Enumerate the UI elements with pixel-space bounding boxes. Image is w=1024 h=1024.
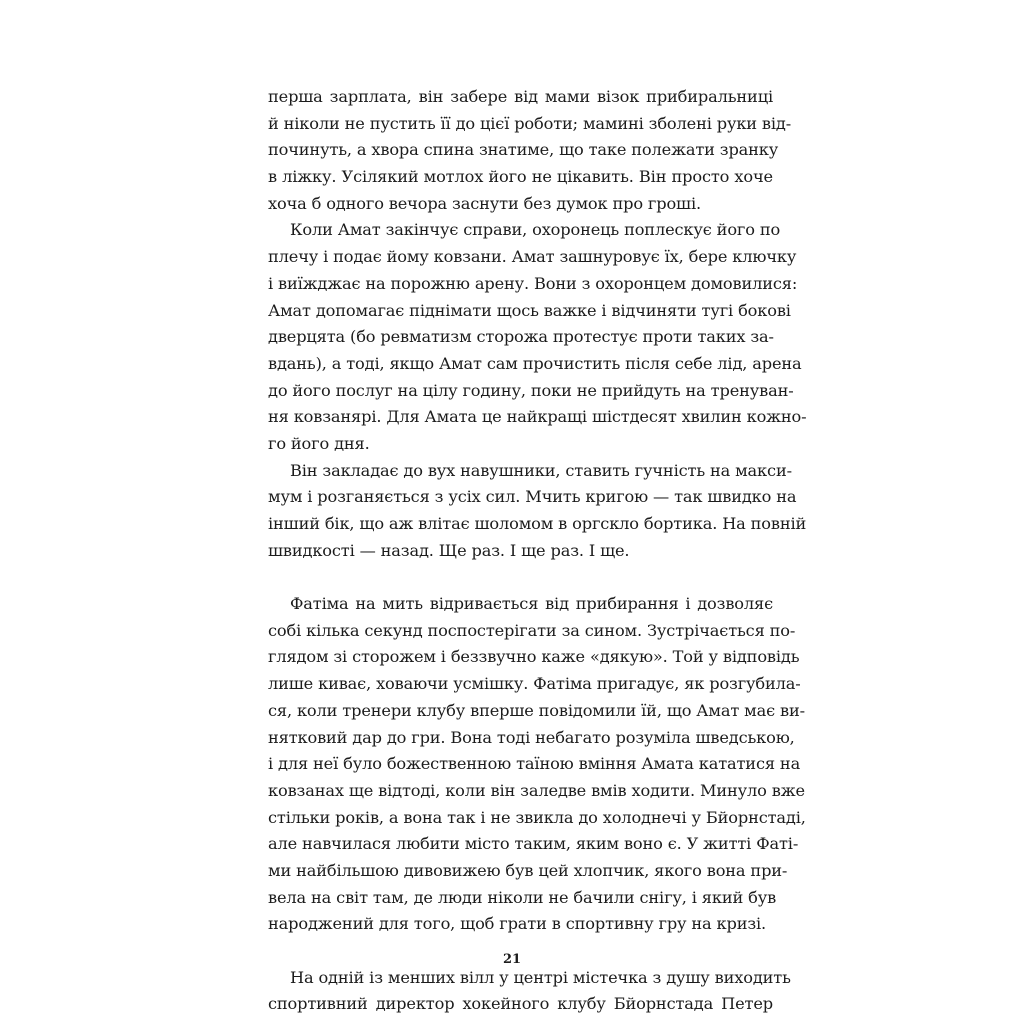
text-line: собі кілька секунд поспостерігати за сином. Зустрічається по- (268, 620, 796, 640)
text-line: хоча б одного вечора заснути без думок про гроші. (268, 193, 701, 213)
text-line: ми найбільшою дивовижею був цей хлопчик, якого вона при- (268, 860, 788, 880)
section-break (268, 564, 773, 591)
text-line: лише киває, ховаючи усмішку. Фатіма пригадує, як розгубила- (268, 674, 801, 694)
text-line: Він закладає до вух навушники, ставить гучність на макси- (290, 460, 792, 480)
text-line: Коли Амат закінчує справи, охоронець поплескує його по (290, 220, 781, 240)
paragraph-3 (268, 458, 807, 565)
text-line: стільки років, а вона так і не звикла до холоднечі у Бйорнстаді, (268, 807, 806, 827)
text-line: вела на світ там, де люди ніколи не бачили снігу, і який був (268, 887, 777, 907)
text-line: ся, коли тренери клубу вперше повідомили їй, що Амат має ви- (268, 700, 805, 720)
text-line: ня ковзанярі. Для Амата це найкращі шістдесят хвилин кожно- (268, 407, 807, 427)
text-line: починуть, а хвора спина знатиме, що таке полежати зранку (268, 140, 779, 160)
text-line: й ніколи не пустить її до цієї роботи; мамині зболені руки від- (268, 113, 792, 133)
text-line: Фатіма на мить відривається від прибирання і дозволяє (290, 594, 773, 614)
text-line: вдань), а тоді, якщо Амат сам прочистить після себе лід, арена (268, 353, 802, 373)
text-line: перша зарплата, він забере від мами візок прибиральниці (268, 87, 773, 106)
text-line: плечу і подає йому ковзани. Амат зашнуровує їх, бере ключку (268, 247, 797, 267)
text-line: народжений для того, щоб грати в спортивну гру на кризі. (268, 914, 767, 934)
text-line: нятковий дар до гри. Вона тоді небагато розуміла шведською, (268, 727, 795, 747)
paragraph-1 (268, 84, 792, 217)
text-line: і виїжджає на порожню арену. Вони з охоронцем домовилися: (268, 273, 798, 293)
text-line: до його послуг на цілу годину, поки не прийдуть на тренуван- (268, 380, 794, 400)
text-line: глядом зі сторожем і беззвучно каже «дякую». Той у відповідь (268, 647, 800, 667)
text-line: го його дня. (268, 433, 370, 453)
page-number: 21 (502, 952, 522, 967)
text-line: дверцята (бо ревматизм сторожа протестує проти таких за- (268, 327, 774, 347)
text-line: інший бік, що аж влітає шоломом в оргскло бортика. На повній (268, 514, 807, 533)
paragraph-4 (268, 591, 806, 938)
paragraph-5 (268, 965, 791, 1018)
text-line: швидкості — назад. Ще раз. І ще раз. І ще. (268, 540, 630, 560)
book-page-text (268, 84, 807, 1018)
paragraph-2 (268, 217, 807, 457)
text-line: спортивний директор хокейного клубу Бйорнстада Петер (268, 994, 773, 1014)
text-line: мум і розганяється з усіх сил. Мчить кригою — так швидко на (268, 487, 797, 507)
text-line: Амат допомагає піднімати щось важке і відчиняти тугі бокові (268, 300, 791, 320)
text-line: ковзанах ще відтоді, коли він заледве вмів ходити. Минуло вже (268, 780, 805, 800)
text-line: в ліжку. Усілякий мотлох його не цікавить. Він просто хоче (268, 167, 773, 187)
text-line: На одній із менших вілл у центрі містечка з душу виходить (290, 967, 791, 987)
text-line: і для неї було божественною таїною вміння Амата кататися на (268, 754, 801, 774)
text-line: але навчилася любити місто таким, яким воно є. У житті Фаті- (268, 834, 799, 854)
